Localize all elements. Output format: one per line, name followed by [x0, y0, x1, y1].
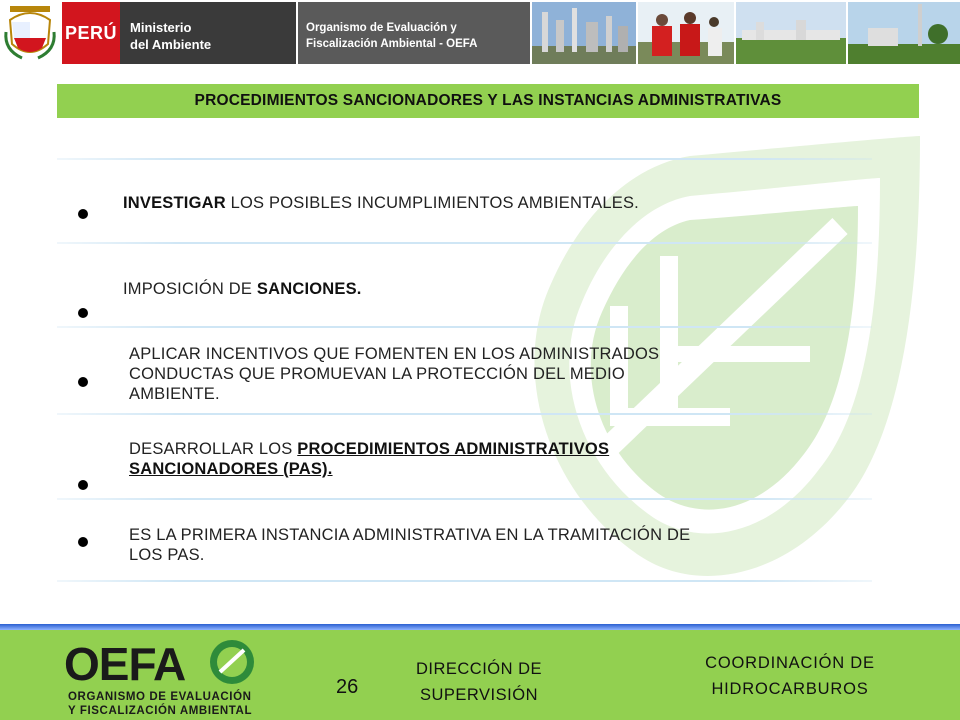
row-separator: [57, 580, 872, 582]
org-line-2: Fiscalización Ambiental - OEFA: [306, 38, 478, 50]
item-2-text: IMPOSICIÓN DE: [123, 280, 257, 298]
item-3-line-3: AMBIENTE.: [129, 385, 220, 403]
page-number: 26: [336, 676, 359, 698]
ministry-line-1: Ministerio: [130, 20, 192, 35]
bullet-icon: [78, 377, 88, 387]
item-4-underlined-2: SANCIONADORES (PAS).: [129, 460, 333, 478]
plant-photo: [736, 2, 846, 64]
facility-photo: [848, 2, 960, 64]
ministry-line-2: del Ambiente: [130, 37, 212, 52]
row-separator: [57, 242, 872, 244]
refinery-photo: [532, 2, 636, 64]
directorate-line-2: SUPERVISIÓN: [420, 686, 538, 704]
list-item-2: [123, 279, 362, 299]
list-item-3: [129, 344, 659, 404]
bullet-icon: [78, 209, 88, 219]
slide-title: PROCEDIMIENTOS SANCIONADORES Y LAS INSTANCIAS ADMINISTRATIVAS: [194, 92, 782, 109]
coordination-line-1: COORDINACIÓN DE: [705, 654, 875, 672]
org-line-1: Organismo de Evaluación y: [306, 22, 457, 34]
row-separator: [57, 498, 872, 500]
ministry-label: [120, 2, 296, 64]
inspectors-photo: [638, 2, 734, 64]
svg-text:ORGANISMO DE EVALUACIÓN: ORGANISMO DE EVALUACIÓN: [68, 691, 252, 703]
list-item-1: [123, 193, 639, 213]
row-separator: [57, 326, 872, 328]
svg-text:Y FISCALIZACIÓN AMBIENTAL: Y FISCALIZACIÓN AMBIENTAL: [68, 705, 253, 717]
item-4-text: DESARROLLAR LOS: [129, 440, 298, 458]
item-5-line-2: LOS PAS.: [129, 546, 205, 564]
item-5-line-1: ES LA PRIMERA INSTANCIA ADMINISTRATIVA EN LA TRAMITACIÓN DE: [129, 526, 691, 544]
item-4-underlined-1: PROCEDIMIENTOS ADMINISTRATIVOS: [297, 440, 610, 458]
peru-label: PERÚ: [62, 2, 120, 64]
item-2-bold: SANCIONES.: [256, 280, 362, 298]
header-banner: [0, 0, 960, 66]
bullet-icon: [78, 537, 88, 547]
slide-title-bar: [57, 84, 919, 118]
oefa-footer-logo: [64, 638, 264, 718]
coat-of-arms-icon: [2, 2, 58, 64]
coordination-line-2: HIDROCARBUROS: [711, 680, 869, 698]
row-separator: [57, 413, 872, 415]
bullet-icon: [78, 308, 88, 318]
item-1-bold: INVESTIGAR: [123, 194, 226, 212]
row-separator: [57, 158, 872, 160]
svg-text:OEFA: OEFA: [64, 638, 186, 690]
organization-label: [298, 2, 530, 64]
directorate-label: [404, 656, 554, 708]
bullet-icon: [78, 480, 88, 490]
list-item-5: [129, 525, 690, 565]
list-item-4: [129, 439, 609, 479]
item-1-text: LOS POSIBLES INCUMPLIMIENTOS AMBIENTALES.: [225, 194, 639, 212]
directorate-line-1: DIRECCIÓN DE: [415, 660, 543, 678]
item-3-line-2: CONDUCTAS QUE PROMUEVAN LA PROTECCIÓN DEL MEDIO: [129, 365, 625, 383]
item-3-line-1: APLICAR INCENTIVOS QUE FOMENTEN EN LOS ADMINISTRADOS: [129, 345, 660, 363]
coordination-label: [680, 650, 900, 702]
